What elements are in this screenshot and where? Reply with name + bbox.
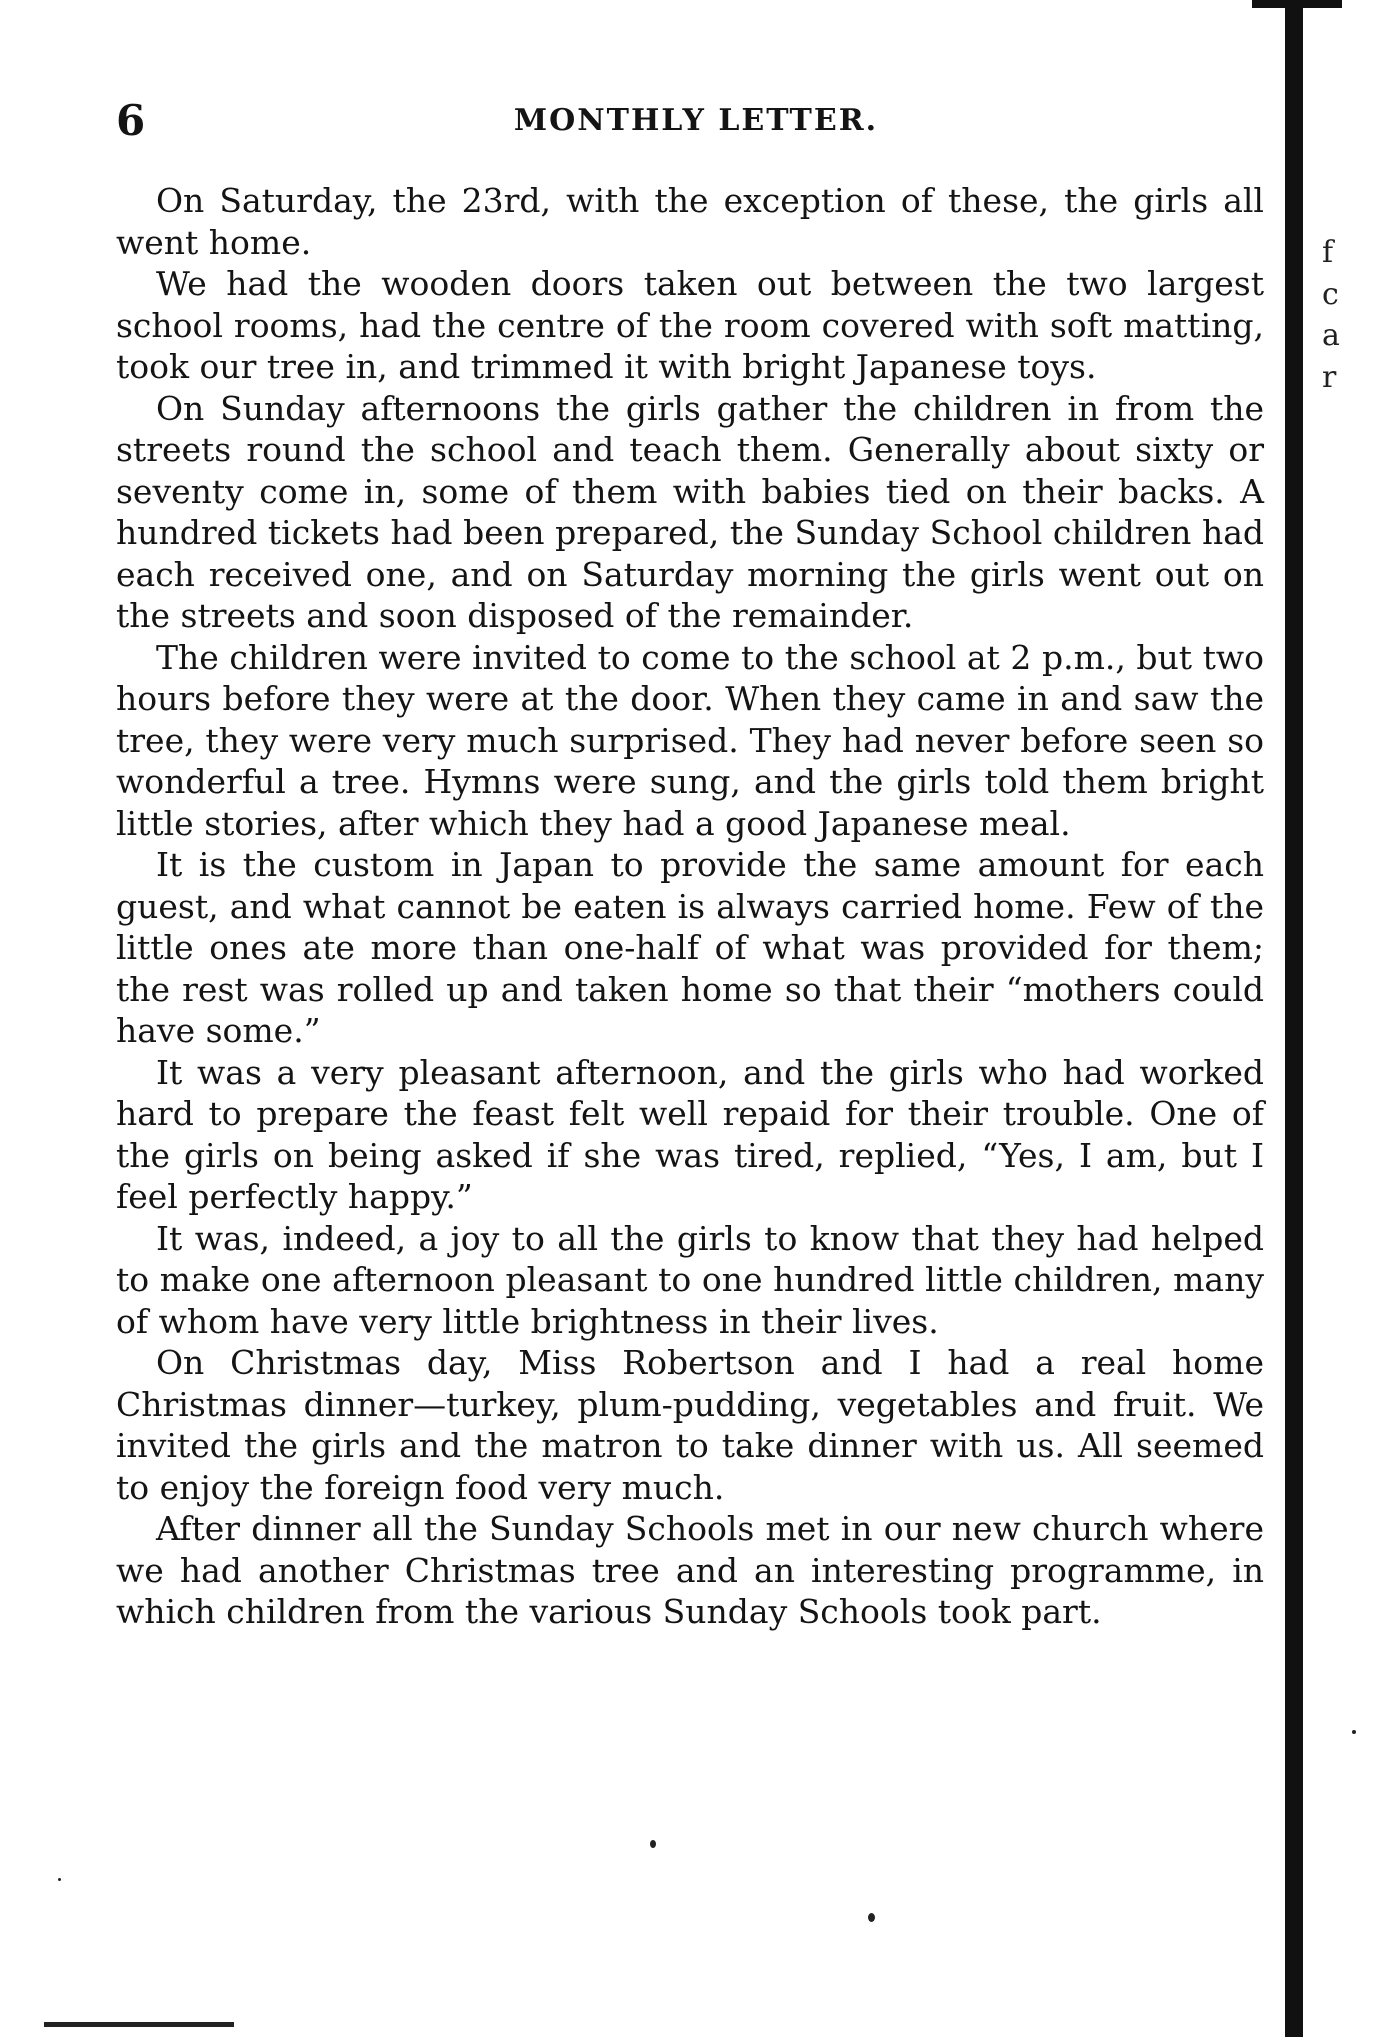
paragraph: On Saturday, the 23rd, with the exception of these, the girls all went home.	[116, 181, 1264, 262]
bottom-rule	[44, 2022, 234, 2027]
print-speck	[1352, 1730, 1356, 1734]
paragraph: After dinner all the Sunday Schools met in our new church where we had another Christmas tree and an interesting programme, in which children from the various Sunday Schools took part.	[116, 1509, 1264, 1631]
facing-page-letter: c	[1322, 276, 1339, 312]
facing-page-letter: r	[1322, 359, 1337, 395]
print-speck	[650, 1840, 656, 1848]
page-number: 6	[116, 96, 146, 145]
paragraph: The children were invited to come to the school at 2 p.m., but two hours before they were at the door. When they came in and saw the tree, they were very much surprised. They had never before seen so wonderful a tree. Hymns were sung, and the girls told them bright little stories, after which they had a good Japanese meal.	[116, 637, 1264, 843]
paragraph: On Christmas day, Miss Robertson and I had a real home Christmas dinner—turkey, plum-pudding, vegetables and fruit. We invited the girls and the matron to take dinner with us. All seemed to enjoy the foreign food very much.	[116, 1343, 1264, 1507]
facing-page-letter: a	[1322, 318, 1340, 353]
paragraph: It was, indeed, a joy to all the girls to know that they had helped to make one afternoon pleasant to one hundred little children, many of whom have very little brightness in their lives.	[116, 1218, 1264, 1341]
page-header	[116, 96, 1276, 146]
paragraph: On Sunday afternoons the girls gather the children in from the streets round the school and teach them. Generally about sixty or seventy come in, some of them with babies tied on their backs. A hundred tickets had been prepared, the Sunday School children had each received one, and on Saturday morning the girls went out on the streets and soon disposed of the remainder.	[116, 388, 1264, 635]
paragraph: We had the wooden doors taken out between the two largest school rooms, had the centre of the room covered with soft matting, took our tree in, and trimmed it with bright Japanese toys.	[116, 264, 1264, 386]
print-speck	[58, 1878, 61, 1881]
facing-page-fragment	[1322, 232, 1362, 398]
running-title: MONTHLY LETTER.	[513, 103, 879, 138]
paragraph: It was a very pleasant afternoon, and the girls who had worked hard to prepare the feast felt well repaid for their trouble. One of the girls on being asked if she was tired, replied, “Yes, I am, but I feel perfectly happy.”	[116, 1052, 1264, 1216]
paragraph: It is the custom in Japan to provide the same amount for each guest, and what cannot be eaten is always carried home. Few of the little ones ate more than one-half of what was provided for them; the rest was rolled up and taken home so that their “mothers could have some.”	[116, 845, 1264, 1050]
binding-edge	[1285, 0, 1303, 2037]
print-speck	[868, 1913, 875, 1922]
article-body	[116, 180, 1264, 1633]
facing-page-letter: f	[1322, 235, 1334, 270]
